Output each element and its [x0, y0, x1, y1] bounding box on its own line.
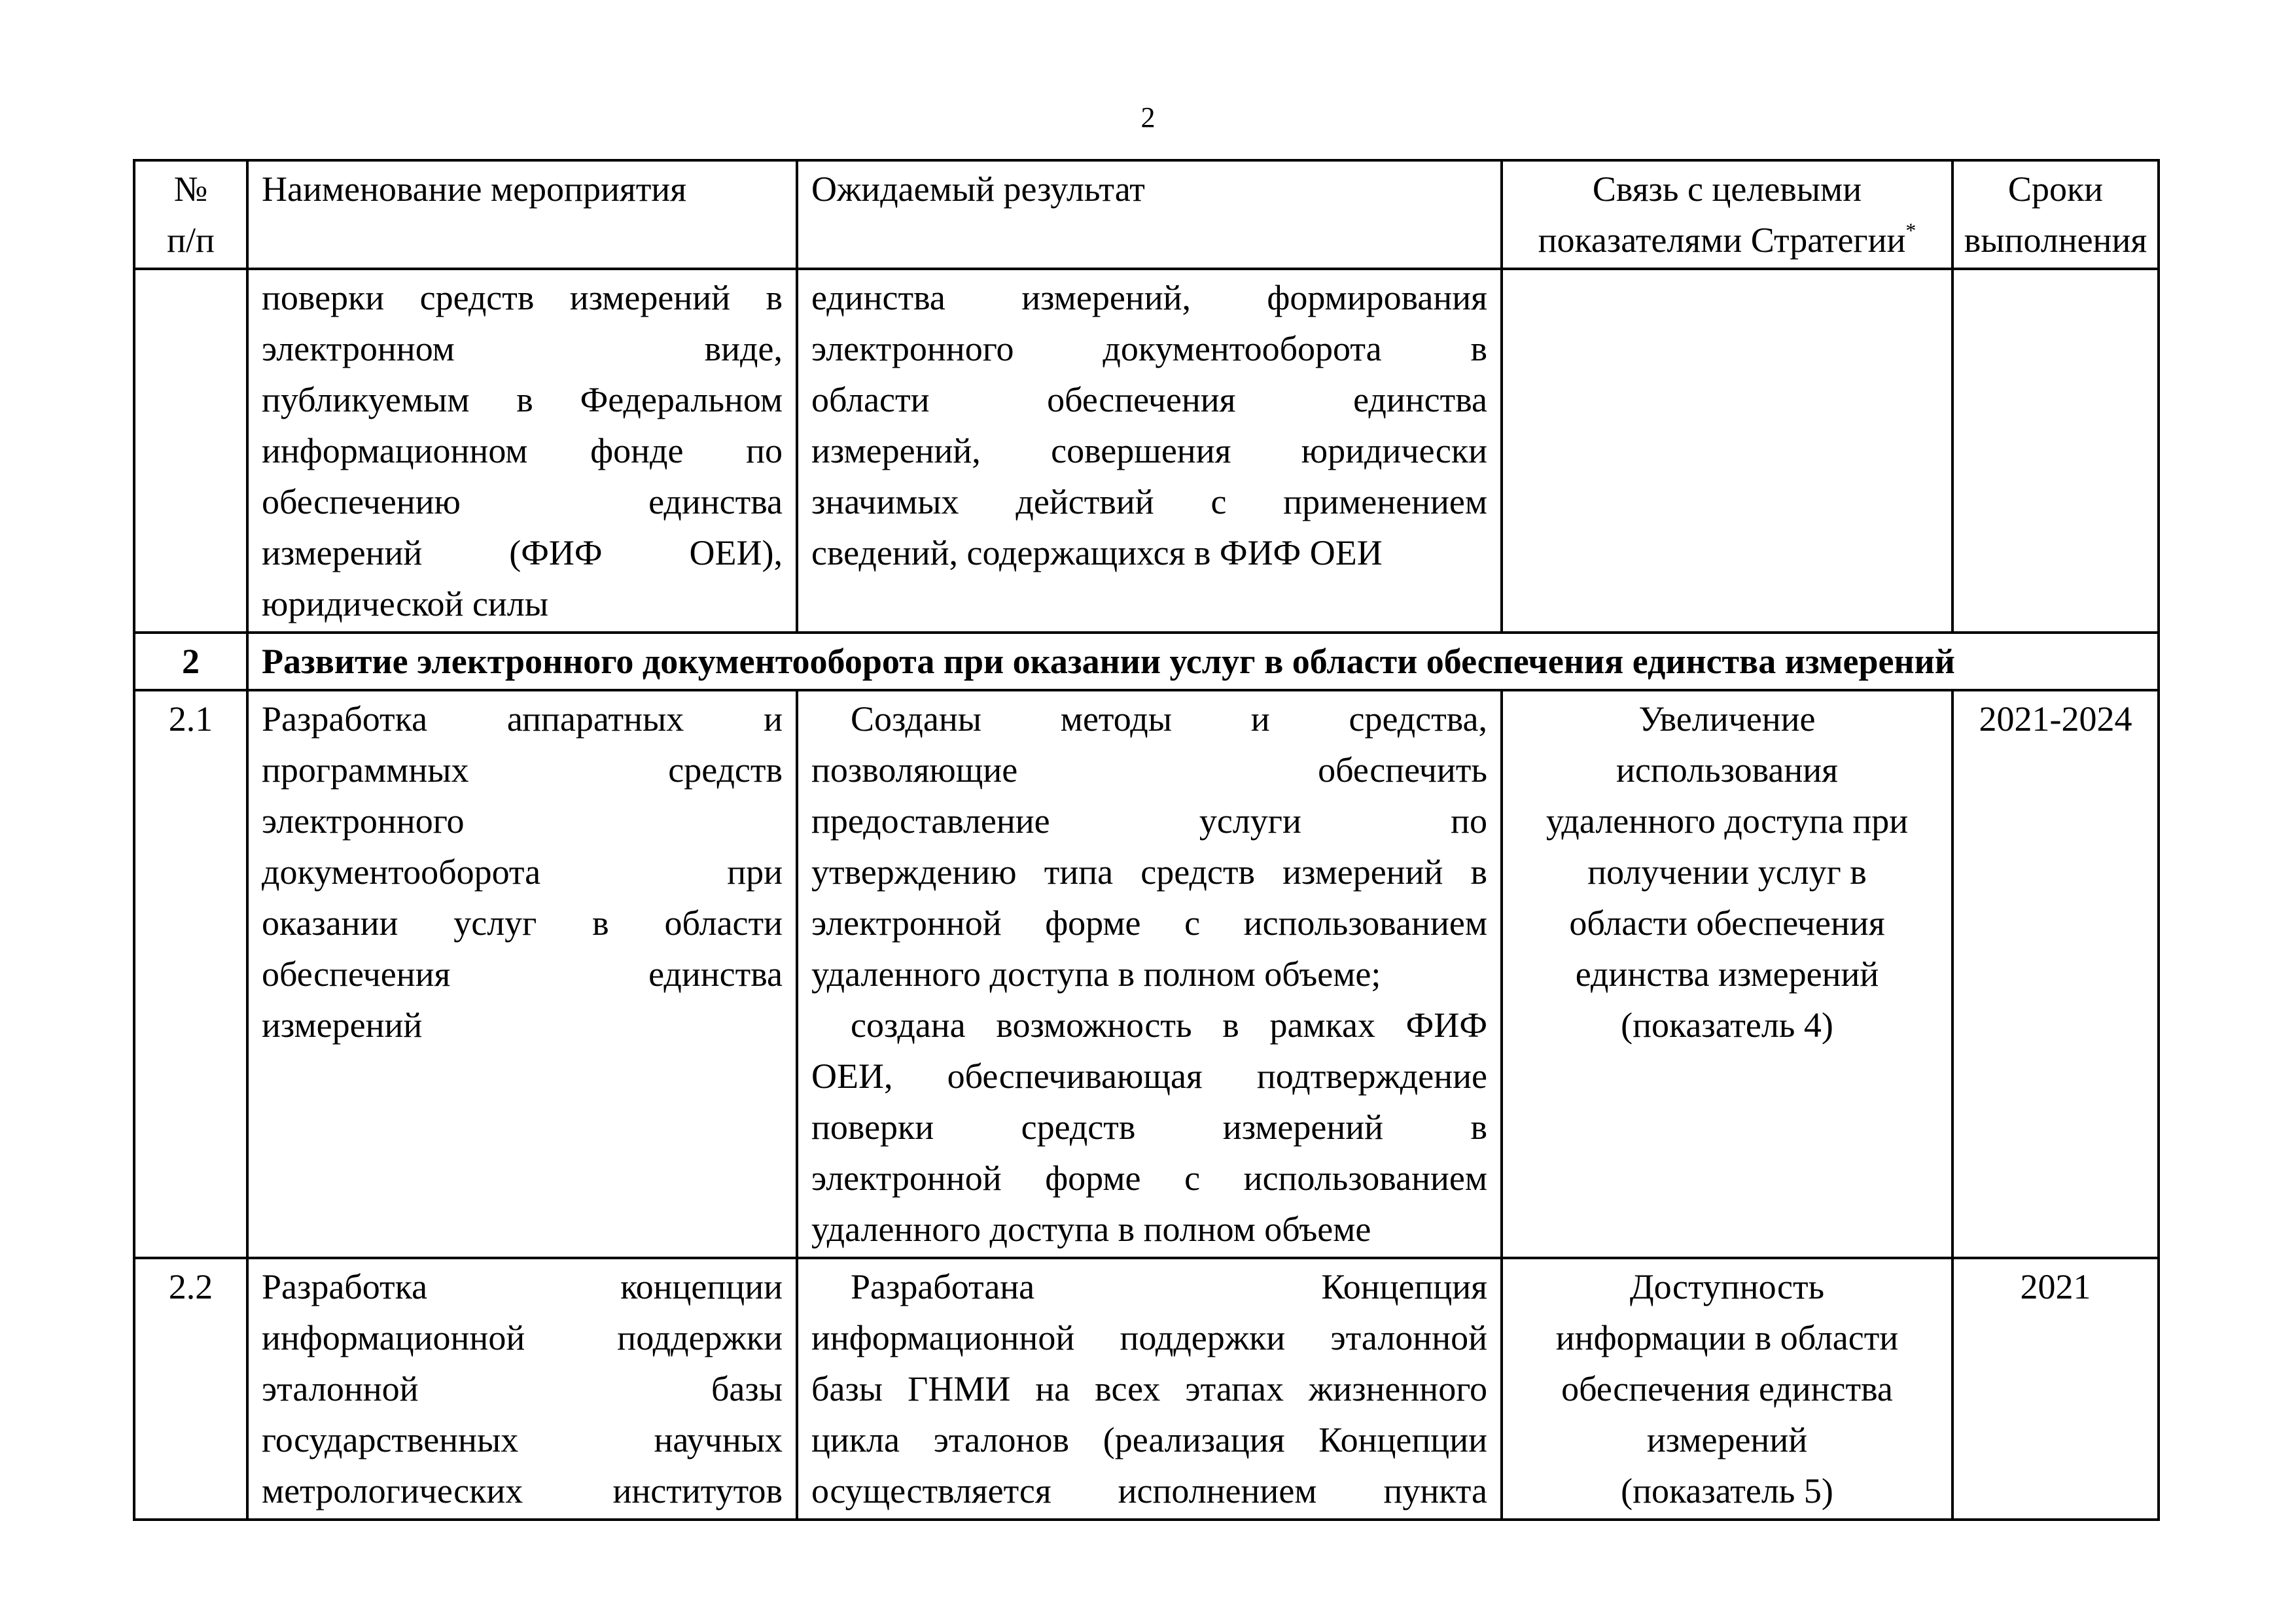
row-2-1-result-line: электронной форме с использованием — [811, 903, 1487, 943]
row-2-1-link-line: области обеспечения — [1569, 903, 1885, 943]
row-2-2-result-line: цикла эталонов (реализация Концепции — [811, 1420, 1487, 1459]
header-number-line1: № — [173, 169, 208, 209]
table-row-2-1 — [134, 690, 2159, 1258]
row-2-2-link-line: измерений — [1646, 1420, 1808, 1459]
cont-name-line: публикуемым в Федеральном — [262, 380, 783, 419]
row-2-1-link-line: единства измерений — [1575, 954, 1879, 994]
row-2-2-name-line: метрологических институтов — [262, 1471, 783, 1510]
cont-name-line: юридической силы — [262, 584, 549, 623]
table-row-continuation — [134, 269, 2159, 633]
row-2-1-result-line: удаленного доступа в полном объеме — [811, 1210, 1371, 1249]
cont-name-line: поверки средств измерений в — [262, 278, 783, 317]
header-deadline-line2: выполнения — [1964, 220, 2147, 260]
row-2-2-result-cell — [797, 1258, 1502, 1520]
row-2-2-result-line: осуществляется исполнением пункта — [811, 1471, 1487, 1510]
row-2-1-result-line: утверждению типа средств измерений в — [811, 852, 1487, 892]
row-2-1-name-cell — [247, 690, 797, 1258]
row-2-2-name-line: государственных научных — [262, 1420, 783, 1459]
row-2-1-name-line: оказании услуг в области — [262, 903, 783, 943]
row-2-1-result-line: поверки средств измерений в — [811, 1108, 1487, 1147]
cont-result-line: электронного документооборота в — [811, 329, 1487, 368]
row-2-2-link-line: обеспечения единства — [1561, 1369, 1893, 1408]
header-name — [247, 160, 797, 269]
section-number: 2 — [134, 633, 247, 690]
measures-table — [133, 159, 2160, 1521]
header-result-text: Ожидаемый результат — [811, 169, 1145, 209]
header-number — [134, 160, 247, 269]
row-2-1-result-line: Созданы методы и средства, — [851, 699, 1487, 739]
header-result — [797, 160, 1502, 269]
cont-result-line: значимых действий с применением — [811, 482, 1487, 521]
header-deadline — [1952, 160, 2159, 269]
row-2-1-name-line: измерений — [262, 1005, 423, 1045]
cont-result-cell — [797, 269, 1502, 633]
cont-name-line: электронном виде, — [262, 329, 783, 368]
row-2-2-result-line: базы ГНМИ на всех этапах жизненного — [811, 1369, 1487, 1408]
header-number-line2: п/п — [167, 220, 215, 260]
table-row-2-2 — [134, 1258, 2159, 1520]
row-2-1-number: 2.1 — [134, 690, 247, 1258]
row-2-2-link-line: Доступность — [1629, 1267, 1825, 1306]
row-2-1-link-line: Увеличение — [1638, 699, 1816, 739]
row-2-1-result-line: удаленного доступа в полном объеме; — [811, 954, 1381, 994]
header-link-line2: показателями Стратегии — [1538, 220, 1906, 260]
cont-name-line: измерений (ФИФ ОЕИ), — [262, 533, 783, 572]
row-2-1-deadline: 2021-2024 — [1952, 690, 2159, 1258]
cont-deadline-cell — [1952, 269, 2159, 633]
row-2-1-result-cell — [797, 690, 1502, 1258]
page-number: 2 — [1140, 101, 1156, 133]
row-2-1-result-line: позволяющие обеспечить — [811, 750, 1487, 790]
row-2-2-result-line: Разработана Концепция — [851, 1267, 1487, 1306]
row-2-1-name-line: электронного — [262, 801, 465, 841]
cont-name-line: обеспечению единства — [262, 482, 783, 521]
row-2-1-link-line: (показатель 4) — [1621, 1005, 1833, 1045]
cont-result-line: сведений, содержащихся в ФИФ ОЕИ — [811, 533, 1383, 572]
cont-link-cell — [1502, 269, 1952, 633]
row-2-2-number: 2.2 — [134, 1258, 247, 1520]
row-2-1-result-line: электронной форме с использованием — [811, 1159, 1487, 1198]
row-2-2-name-line: информационной поддержки — [262, 1318, 783, 1357]
row-2-2-name-line: эталонной базы — [262, 1369, 783, 1408]
cont-number-cell — [134, 269, 247, 633]
cont-name-line: информационном фонде по — [262, 431, 783, 470]
row-2-1-link-cell — [1502, 690, 1952, 1258]
row-2-1-name-line: программных средств — [262, 750, 783, 790]
section-row-2 — [134, 633, 2159, 690]
row-2-2-name-cell — [247, 1258, 797, 1520]
header-name-text: Наименование мероприятия — [262, 169, 687, 209]
row-2-1-name-line: Разработка аппаратных и — [262, 699, 783, 739]
row-2-1-result-line: ОЕИ, обеспечивающая подтверждение — [811, 1056, 1487, 1096]
header-deadline-line1: Сроки — [2007, 169, 2104, 209]
table-header-row — [134, 160, 2159, 269]
row-2-2-name-line: Разработка концепции — [262, 1267, 783, 1306]
row-2-1-link-line: использования — [1616, 750, 1839, 790]
row-2-1-link-line: удаленного доступа при — [1545, 801, 1909, 841]
row-2-2-deadline: 2021 — [1952, 1258, 2159, 1520]
section-title: Развитие электронного документооборота при оказании услуг в области обеспечения единства измерений — [247, 633, 2159, 690]
header-link-line1: Связь с целевыми — [1592, 169, 1862, 209]
row-2-1-name-line: документооборота при — [262, 852, 783, 892]
row-2-1-result-line: предоставление услуги по — [811, 801, 1487, 841]
row-2-1-name-line: обеспечения единства — [262, 954, 783, 994]
cont-result-line: области обеспечения единства — [811, 380, 1487, 419]
row-2-2-link-cell — [1502, 1258, 1952, 1520]
row-2-2-link-line: информации в области — [1555, 1318, 1899, 1357]
cont-result-line: измерений, совершения юридически — [811, 431, 1487, 470]
row-2-1-link-line: получении услуг в — [1587, 852, 1867, 892]
footnote-mark: * — [1905, 218, 1916, 242]
header-link-line2-wrap — [1506, 215, 1949, 266]
cont-result-line: единства измерений, формирования — [811, 278, 1487, 317]
header-link — [1502, 160, 1952, 269]
row-2-2-link-line: (показатель 5) — [1621, 1471, 1833, 1510]
cont-name-cell — [247, 269, 797, 633]
row-2-2-result-line: информационной поддержки эталонной — [811, 1318, 1487, 1357]
row-2-1-result-line: создана возможность в рамках ФИФ — [851, 1005, 1487, 1045]
